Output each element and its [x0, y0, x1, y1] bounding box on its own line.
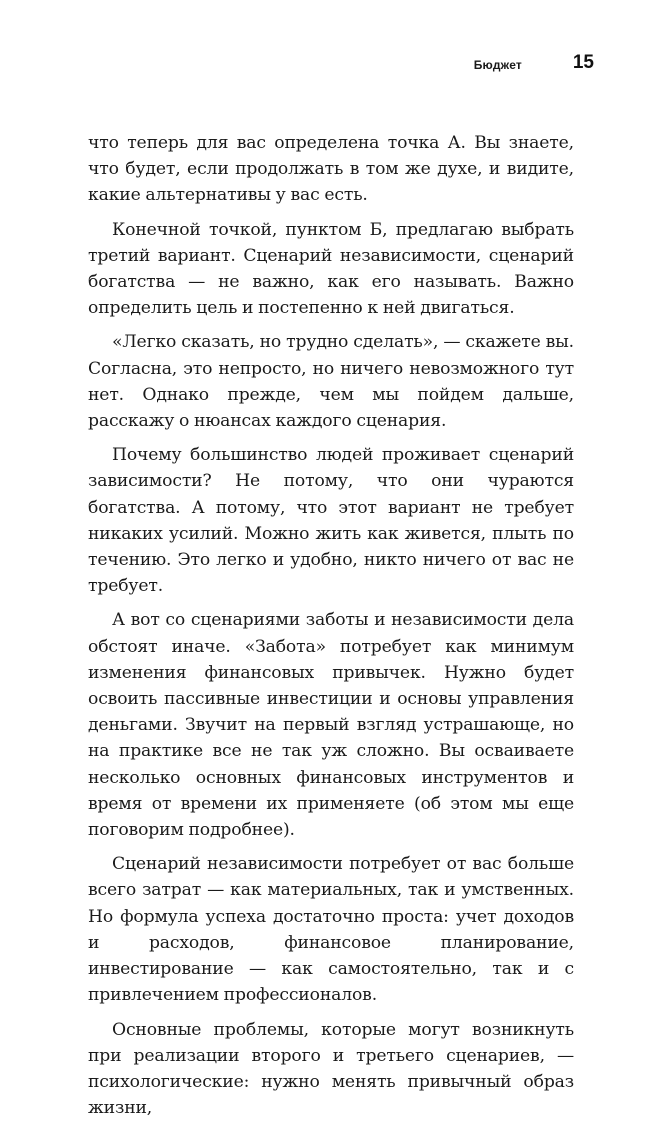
paragraph: что теперь для вас определена точка А. Вы знаете, что будет, если продолжать в том же духе, и видите, какие альтернативы у вас есть. — [88, 130, 574, 217]
page-number: 15 — [573, 52, 594, 74]
paragraph: Основные проблемы, которые могут возникнуть при реализации второго и третьего сценариев, — психологические: нужно менять привычный образ жизни, — [88, 1017, 574, 1121]
paragraph: Конечной точкой, пунктом Б, предлагаю выбрать третий вариант. Сценарий независимости, сценарий богатства — не важно, как его называть. Важно определить цель и постепенно к ней двигаться. — [88, 217, 574, 330]
paragraph: Сценарий независимости потребует от вас больше всего затрат — как материальных, так и умственных. Но формула успеха достаточно проста: учет доходов и расходов, финансовое планирование, инвестирование — как самостоятельно, так и с привлечением профессионалов. — [88, 851, 574, 1016]
paragraph: Почему большинство людей проживает сценарий зависимости? Не потому, что они чураются богатства. А потому, что этот вариант не требует никаких усилий. Можно жить как живется, плыть по течению. Это легко и удобно, никто ничего от вас не требует. — [88, 442, 574, 607]
paragraph: «Легко сказать, но трудно сделать», — скажете вы. Согласна, это непросто, но ничего невозможного тут нет. Однако прежде, чем мы пойдем дальше, расскажу о нюансах каждого сценария. — [88, 329, 574, 442]
body-text — [88, 130, 574, 1121]
page-header — [88, 52, 594, 80]
paragraph: А вот со сценариями заботы и независимости дела обстоят иначе. «Забота» потребует как минимум изменения финансовых привычек. Нужно будет освоить пассивные инвестиции и основы управления деньгами. Звучит на первый взгляд устрашающе, но на практике все не так уж сложно. Вы осваиваете несколько основных финансовых инструментов и время от времени их применяете (об этом мы еще поговорим подробнее). — [88, 607, 574, 851]
running-head: Бюджет — [474, 58, 522, 72]
